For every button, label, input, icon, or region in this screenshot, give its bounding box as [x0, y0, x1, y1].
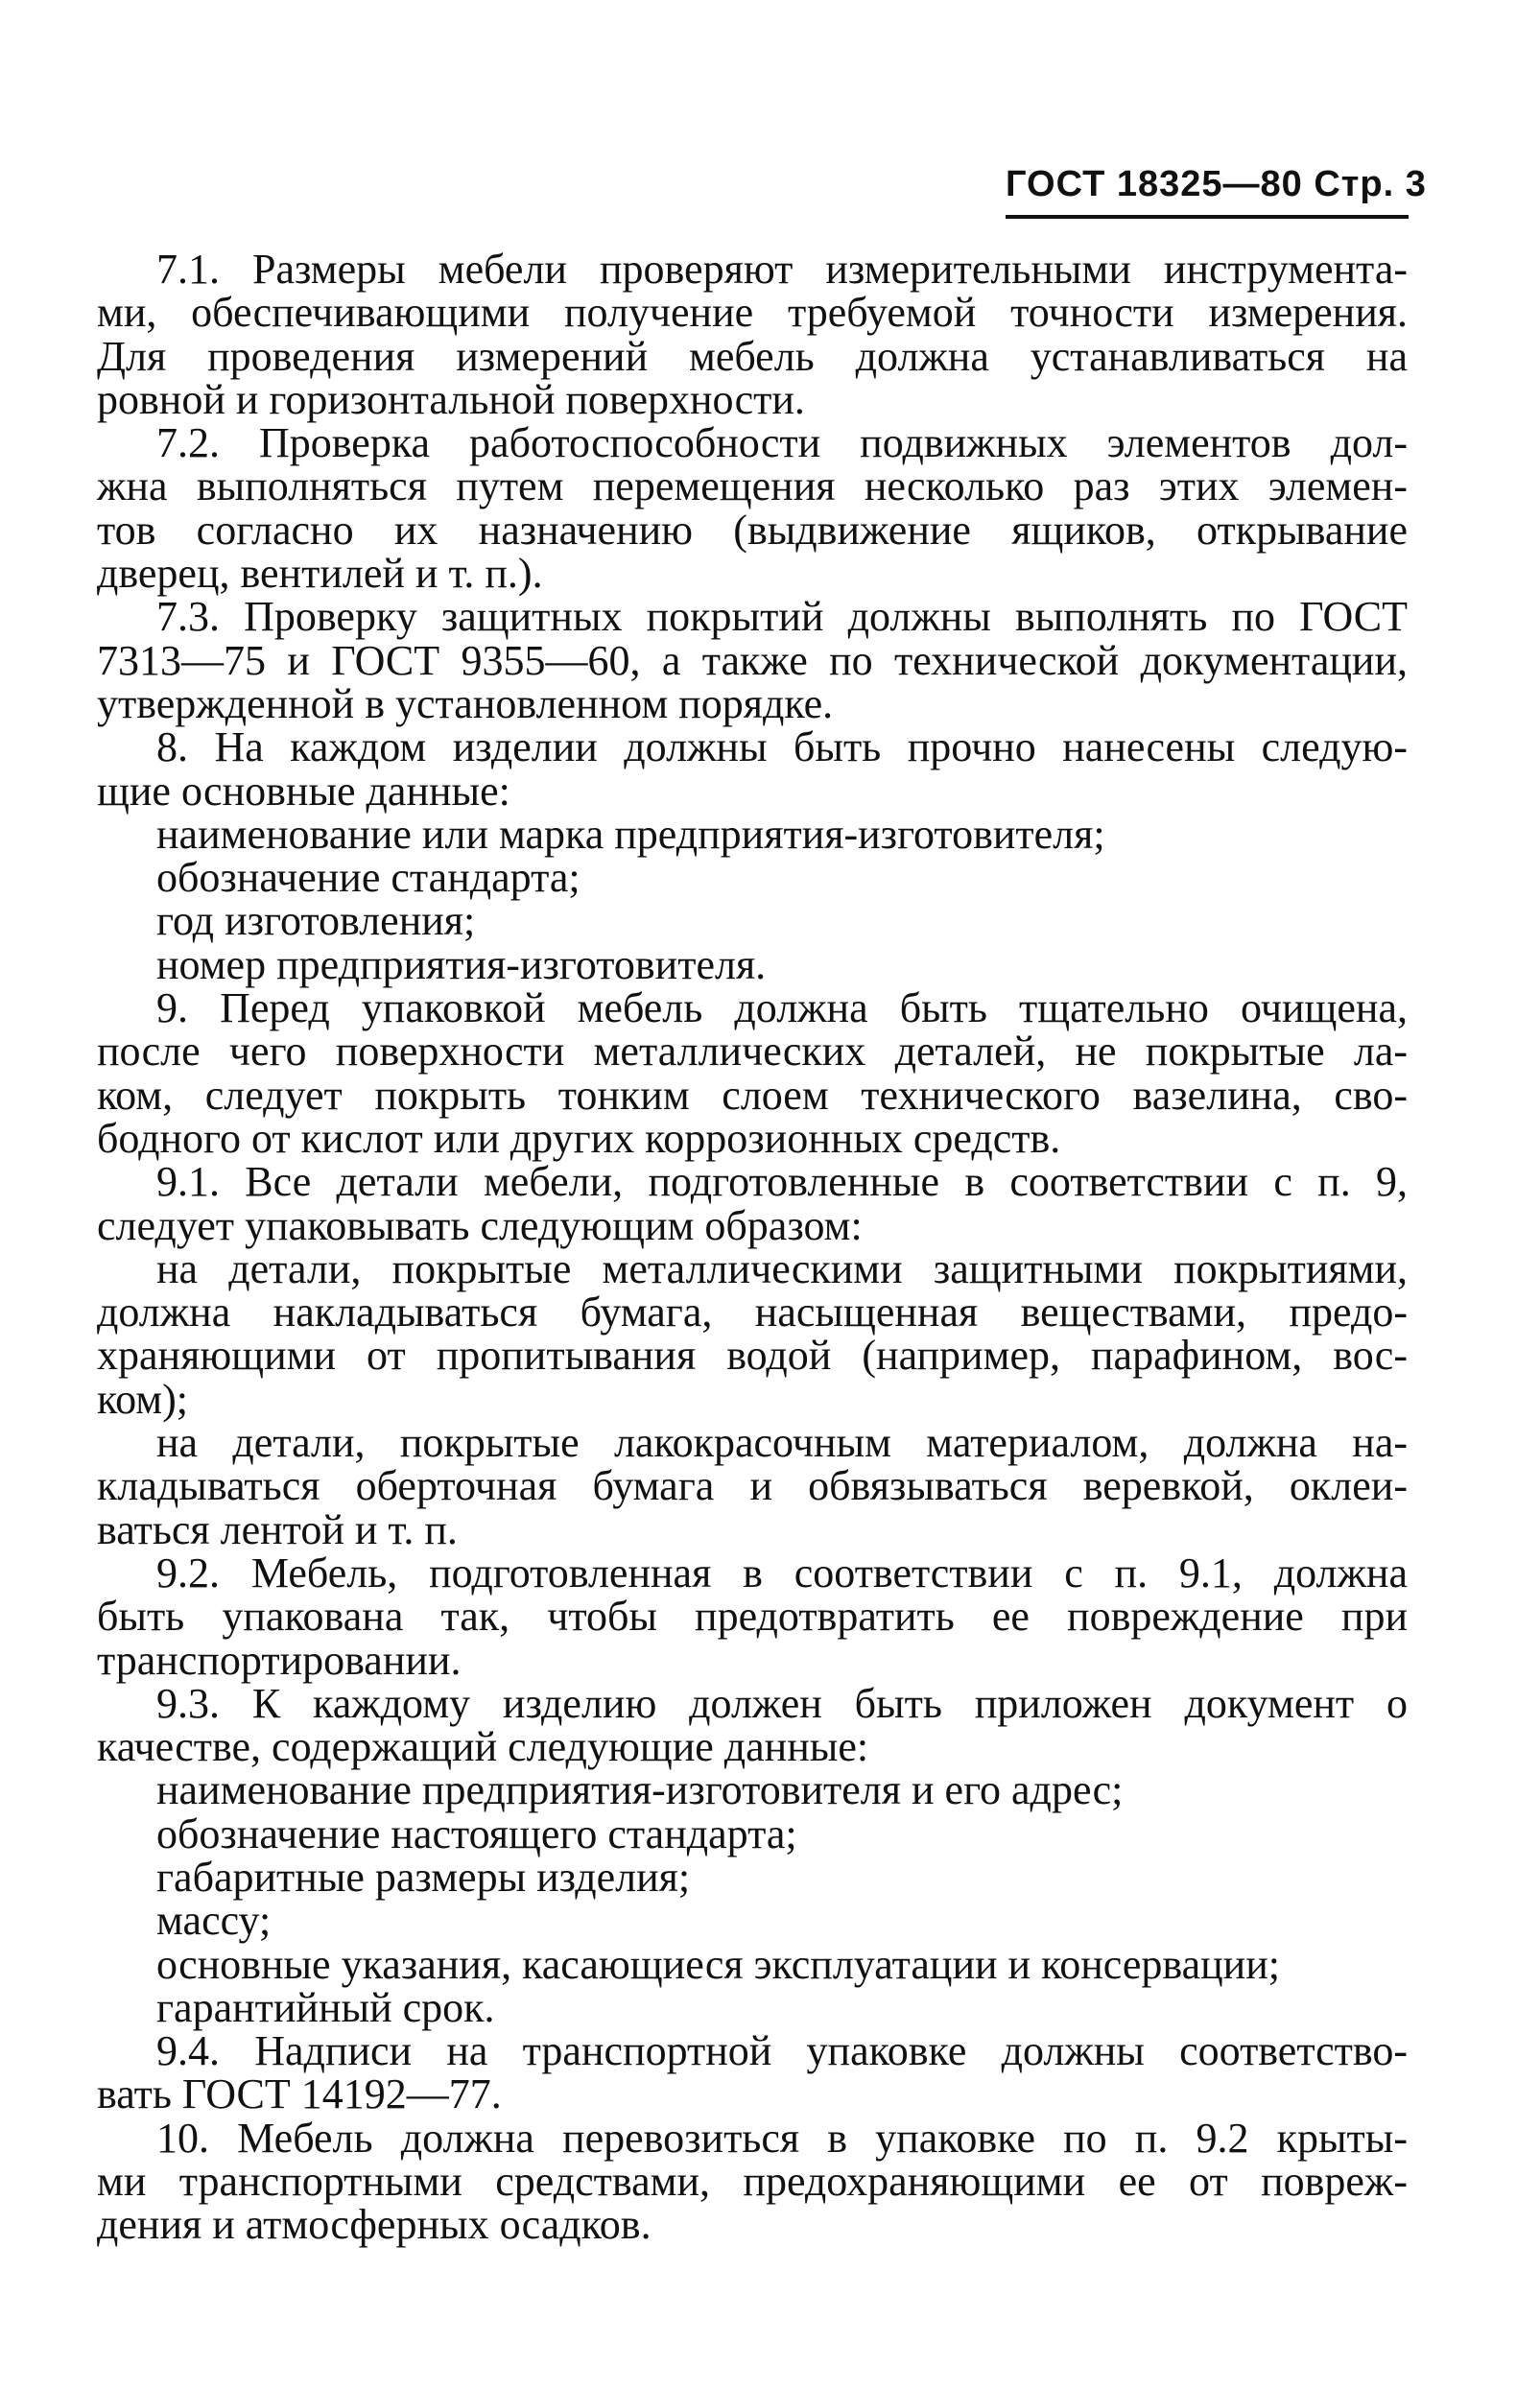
text-line: 7.3. Проверку защитных покрытий должны выполнять по ГОСТ: [156, 593, 1408, 641]
text-line: ми, обеспечивающими получение требуемой точности измерения.: [97, 289, 1408, 337]
text-line: 7.1. Размеры мебели проверяют измерительными инструмента-: [156, 246, 1408, 293]
text-line: на детали, покрытые металлическими защитными покрытиями,: [156, 1244, 1408, 1292]
header-underline: [1006, 215, 1409, 219]
text-line: ваться лентой и т. п.: [97, 1505, 458, 1553]
text-line: номер предприятия-изготовителя.: [156, 940, 767, 988]
text-line: 9.3. К каждому изделию должен быть приложен документ о: [156, 1679, 1408, 1727]
text-line: наименование или марка предприятия-изготовителя;: [156, 810, 1105, 858]
text-line: год изготовления;: [156, 897, 476, 945]
text-line: дверец, вентилей и т. п.).: [97, 550, 543, 598]
text-line: жна выполняться путем перемещения несколько раз этих элемен-: [97, 462, 1408, 510]
text-line: щие основные данные:: [97, 767, 510, 815]
text-line: Для проведения измерений мебель должна устанавливаться на: [97, 332, 1408, 380]
text-line: дения и атмосферных осадков.: [97, 2201, 652, 2249]
text-line: 9. Перед упаковкой мебель должна быть тщательно очищена,: [156, 984, 1408, 1032]
text-line: быть упакована так, чтобы предотвратить ее повреждение при: [97, 1593, 1408, 1641]
text-line: вать ГОСТ 14192—77.: [97, 2070, 502, 2118]
text-line: массу;: [156, 1897, 272, 1945]
text-line: обозначение стандарта;: [156, 854, 580, 902]
text-line: кладываться оберточная бумага и обвязываться веревкой, оклеи-: [97, 1462, 1408, 1510]
text-line: ровной и горизонтальной поверхности.: [97, 375, 805, 423]
header-standard-page-label: ГОСТ 18325—80 Стр. 3: [1006, 164, 1427, 204]
text-line: тов согласно их назначению (выдвижение ящиков, открывание: [97, 506, 1408, 554]
text-line: 7313—75 и ГОСТ 9355—60, а также по технической документации,: [97, 636, 1408, 684]
text-line: основные указания, касающиеся эксплуатации и консервации;: [156, 1940, 1280, 1988]
text-line: обозначение настоящего стандарта;: [156, 1809, 797, 1857]
text-line: следует упаковывать следующим образом:: [97, 1201, 863, 1249]
text-line: 9.4. Надписи на транспортной упаковке должны соответство-: [156, 2027, 1408, 2075]
document-body: [97, 248, 1408, 2247]
text-line: наименование предприятия-изготовителя и его адрес;: [156, 1766, 1124, 1814]
text-line: утвержденной в установленном порядке.: [97, 679, 834, 727]
text-line: ми транспортными средствами, предохраняющими ее от повреж-: [97, 2158, 1408, 2206]
text-line: качестве, содержащий следующие данные:: [97, 1723, 869, 1771]
text-line: 9.2. Мебель, подготовленная в соответствии с п. 9.1, должна: [156, 1549, 1408, 1597]
text-line: ком, следует покрыть тонким слоем технического вазелина, сво-: [97, 1071, 1408, 1119]
text-line: 7.2. Проверка работоспособности подвижных элементов дол-: [156, 419, 1408, 467]
text-line: 8. На каждом изделии должны быть прочно нанесены следую-: [156, 723, 1408, 771]
text-line: бодного от кислот или других коррозионных средств.: [97, 1114, 1061, 1162]
text-line: гарантийный срок.: [156, 1983, 495, 2031]
text-line: ком);: [97, 1375, 189, 1423]
text-line: должна накладываться бумага, насыщенная веществами, предо-: [97, 1289, 1408, 1336]
page-header: [1006, 161, 1427, 219]
text-line: на детали, покрытые лакокрасочным материалом, должна на-: [156, 1419, 1408, 1467]
text-line: транспортировании.: [97, 1636, 462, 1684]
text-line: 10. Мебель должна перевозиться в упаковке по п. 9.2 крыты-: [156, 2114, 1408, 2162]
text-line: габаритные размеры изделия;: [156, 1853, 691, 1901]
text-line: после чего поверхности металлических деталей, не покрытые ла-: [97, 1028, 1408, 1076]
text-line: храняющими от пропитывания водой (например, парафином, вос-: [97, 1332, 1408, 1380]
text-line: 9.1. Все детали мебели, подготовленные в соответствии с п. 9,: [156, 1158, 1408, 1206]
